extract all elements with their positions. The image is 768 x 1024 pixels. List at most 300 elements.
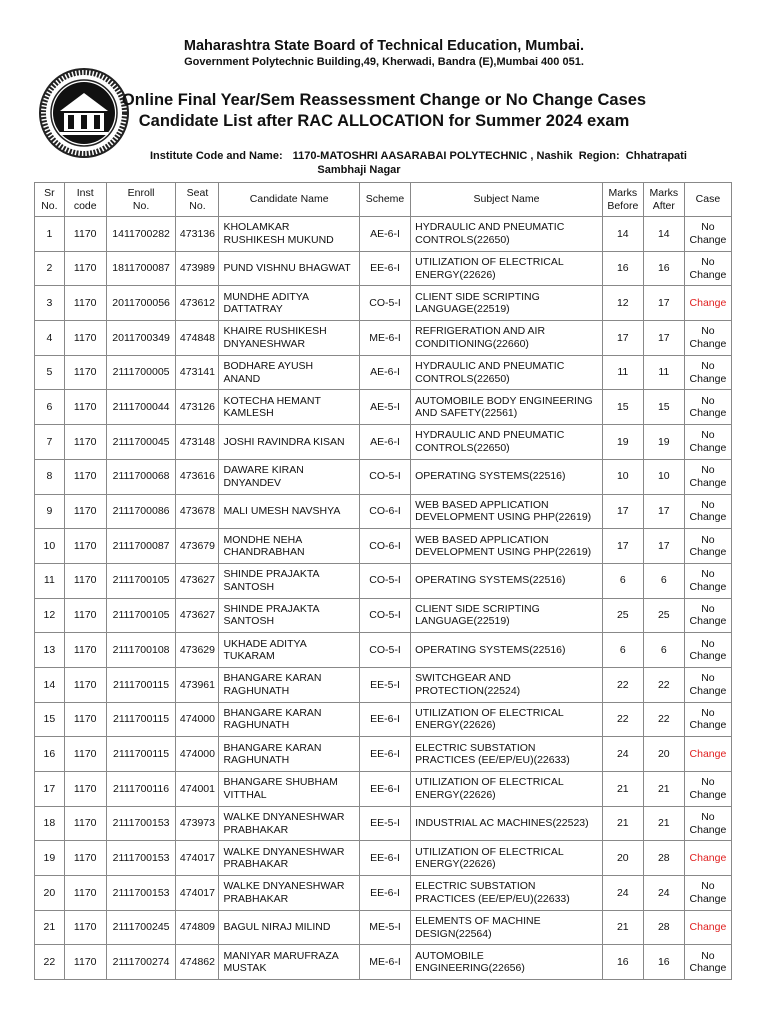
- subject-cell: [411, 321, 603, 356]
- inst-cell: 1170: [64, 425, 106, 460]
- seat-cell: 473973: [176, 806, 219, 841]
- cell-line: DEVELOPMENT USING PHP(22619): [415, 511, 592, 524]
- cell-line: Marks: [608, 187, 638, 199]
- subject-cell: [411, 633, 603, 668]
- cell-line: PROTECTION(22524): [415, 684, 521, 697]
- inst-cell: 1170: [64, 772, 106, 807]
- table-row: [35, 633, 732, 668]
- sr-cell: 10: [35, 529, 65, 564]
- cell-line: Change: [689, 892, 727, 905]
- enroll-cell: 2111700005: [106, 355, 176, 390]
- cell-line: CONDITIONING(22660): [415, 337, 529, 350]
- scheme-cell: ME-6-I: [359, 321, 410, 356]
- cell-line: Change: [689, 511, 727, 524]
- cell-line: CONTROLS(22650): [415, 233, 510, 246]
- before-cell: 20: [602, 841, 643, 876]
- before-cell: 6: [602, 563, 643, 598]
- before-cell: 21: [602, 910, 643, 945]
- inst-cell: 1170: [64, 563, 106, 598]
- col-name-header: [219, 183, 359, 217]
- cell-line: CLIENT SIDE SCRIPTING: [415, 602, 540, 615]
- cell-line: Change: [689, 580, 727, 593]
- subject-cell: [411, 251, 603, 286]
- table-row: [35, 737, 732, 772]
- inst-cell: 1170: [64, 841, 106, 876]
- table-row: [35, 910, 732, 945]
- scheme-cell: ME-5-I: [359, 910, 410, 945]
- cell-line: OPERATING SYSTEMS(22516): [415, 470, 566, 483]
- cell-line: WALKE DNYANESHWAR: [223, 880, 345, 893]
- cell-line: MALI UMESH NAVSHYA: [223, 505, 341, 518]
- name-cell: [219, 425, 359, 460]
- enroll-cell: 2111700087: [106, 529, 176, 564]
- candidate-table: [34, 182, 732, 980]
- case-cell: [684, 494, 731, 529]
- subject-cell: [411, 667, 603, 702]
- table-row: [35, 702, 732, 737]
- cell-line: UTILIZATION OF ELECTRICAL: [415, 845, 564, 858]
- sr-cell: 11: [35, 563, 65, 598]
- case-cell: [684, 702, 731, 737]
- cell-line: KAMLESH: [223, 407, 274, 420]
- seat-cell: 473616: [176, 459, 219, 494]
- table-row: [35, 321, 732, 356]
- name-cell: [219, 737, 359, 772]
- cell-line: ELEMENTS OF MACHINE: [415, 915, 541, 928]
- sr-cell: 6: [35, 390, 65, 425]
- cell-line: Change: [689, 851, 727, 864]
- cell-line: Seat: [186, 187, 209, 199]
- scheme-cell: AE-6-I: [359, 217, 410, 252]
- region-value-cont: Sambhaji Nagar: [317, 164, 401, 176]
- table-row: [35, 667, 732, 702]
- cell-line: ENERGY(22626): [415, 788, 496, 801]
- table-row: [35, 494, 732, 529]
- cell-line: ENGINEERING(22656): [415, 962, 525, 975]
- name-cell: [219, 945, 359, 980]
- cell-line: DNYANDEV: [223, 476, 282, 489]
- cell-line: WEB BASED APPLICATION: [415, 498, 549, 511]
- case-cell: [684, 355, 731, 390]
- after-cell: 22: [643, 667, 684, 702]
- cell-line: Enroll: [127, 187, 155, 199]
- subject-cell: [411, 702, 603, 737]
- col-before-header: [602, 183, 643, 217]
- after-cell: 22: [643, 702, 684, 737]
- name-cell: [219, 876, 359, 911]
- after-cell: 17: [643, 286, 684, 321]
- case-cell: [684, 217, 731, 252]
- subject-cell: [411, 390, 603, 425]
- enroll-cell: 2111700115: [106, 702, 176, 737]
- name-cell: [219, 321, 359, 356]
- seat-cell: 473629: [176, 633, 219, 668]
- sr-cell: 17: [35, 772, 65, 807]
- cell-line: Scheme: [365, 193, 405, 206]
- cell-line: SANTOSH: [223, 580, 275, 593]
- case-cell: [684, 321, 731, 356]
- table-row: [35, 390, 732, 425]
- col-enroll-header: [106, 183, 176, 217]
- cell-line: AUTOMOBILE BODY ENGINEERING: [415, 394, 593, 407]
- scheme-cell: ME-6-I: [359, 945, 410, 980]
- cell-line: No: [701, 464, 715, 477]
- cell-line: Change: [689, 747, 727, 760]
- enroll-cell: 2111700153: [106, 876, 176, 911]
- subject-cell: [411, 286, 603, 321]
- before-cell: 17: [602, 321, 643, 356]
- cell-line: No: [701, 429, 715, 442]
- seat-cell: 474862: [176, 945, 219, 980]
- cell-line: No.: [189, 199, 206, 212]
- cell-line: Change: [689, 615, 727, 628]
- table-row: [35, 286, 732, 321]
- cell-line: RAGHUNATH: [223, 719, 290, 732]
- cell-line: No: [701, 256, 715, 269]
- seat-cell: 474001: [176, 772, 219, 807]
- cell-line: No: [701, 568, 715, 581]
- before-cell: 21: [602, 772, 643, 807]
- sr-cell: 19: [35, 841, 65, 876]
- scheme-cell: EE-6-I: [359, 841, 410, 876]
- cell-line: SHINDE PRAJAKTA: [223, 602, 320, 615]
- region-label: Region:: [578, 150, 620, 162]
- case-cell: [684, 667, 731, 702]
- scheme-cell: EE-6-I: [359, 737, 410, 772]
- inst-cell: 1170: [64, 529, 106, 564]
- enroll-cell: 2011700349: [106, 321, 176, 356]
- case-cell: [684, 806, 731, 841]
- before-cell: 10: [602, 459, 643, 494]
- after-cell: 14: [643, 217, 684, 252]
- after-cell: 28: [643, 841, 684, 876]
- cell-line: Change: [689, 962, 727, 975]
- sr-cell: 3: [35, 286, 65, 321]
- cell-line: code: [73, 199, 97, 212]
- subject-cell: [411, 806, 603, 841]
- cell-line: PRABHAKAR: [223, 823, 289, 836]
- scheme-cell: EE-6-I: [359, 876, 410, 911]
- cell-line: No: [701, 221, 715, 234]
- cell-line: KOTECHA HEMANT: [223, 394, 321, 407]
- inst-cell: 1170: [64, 321, 106, 356]
- subject-cell: [411, 355, 603, 390]
- cell-line: CHANDRABHAN: [223, 546, 305, 559]
- inst-cell: 1170: [64, 355, 106, 390]
- before-cell: 25: [602, 598, 643, 633]
- scheme-cell: EE-6-I: [359, 702, 410, 737]
- cell-line: PUND VISHNU BHAGWAT: [223, 262, 351, 275]
- cell-line: No: [701, 949, 715, 962]
- cell-line: Change: [689, 684, 727, 697]
- enroll-cell: 2111700153: [106, 806, 176, 841]
- cell-line: CLIENT SIDE SCRIPTING: [415, 290, 540, 303]
- table-row: [35, 772, 732, 807]
- cell-line: SANTOSH: [223, 615, 275, 628]
- cell-line: Inst: [76, 187, 94, 199]
- scheme-cell: CO-5-I: [359, 563, 410, 598]
- case-cell: [684, 286, 731, 321]
- table-row: [35, 217, 732, 252]
- cell-line: ANAND: [223, 372, 261, 385]
- name-cell: [219, 390, 359, 425]
- enroll-cell: 2111700105: [106, 563, 176, 598]
- cell-line: RAGHUNATH: [223, 754, 290, 767]
- before-cell: 24: [602, 876, 643, 911]
- table-row: [35, 459, 732, 494]
- enroll-cell: 2111700108: [106, 633, 176, 668]
- cell-line: TUKARAM: [223, 650, 275, 663]
- cell-line: Change: [689, 650, 727, 663]
- seat-cell: 473126: [176, 390, 219, 425]
- cell-line: DAWARE KIRAN: [223, 464, 304, 477]
- board-address: Government Polytechnic Building,49, Kherwadi, Bandra (E),Mumbai 400 051.: [184, 56, 584, 68]
- cell-line: No: [701, 880, 715, 893]
- cell-line: KHOLAMKAR: [223, 221, 290, 234]
- before-cell: 22: [602, 702, 643, 737]
- case-cell: [684, 251, 731, 286]
- case-cell: [684, 390, 731, 425]
- cell-line: Change: [689, 788, 727, 801]
- cell-line: Change: [689, 372, 727, 385]
- cell-line: VITTHAL: [223, 788, 267, 801]
- scheme-cell: CO-5-I: [359, 633, 410, 668]
- inst-cell: 1170: [64, 598, 106, 633]
- subject-cell: [411, 425, 603, 460]
- cell-line: UTILIZATION OF ELECTRICAL: [415, 776, 564, 789]
- cell-line: MUNDHE ADITYA: [223, 290, 310, 303]
- enroll-cell: 2111700105: [106, 598, 176, 633]
- cell-line: Change: [689, 337, 727, 350]
- seat-cell: 474809: [176, 910, 219, 945]
- sr-cell: 2: [35, 251, 65, 286]
- cell-line: HYDRAULIC AND PNEUMATIC: [415, 360, 565, 373]
- subject-cell: [411, 494, 603, 529]
- sr-cell: 16: [35, 737, 65, 772]
- after-cell: 25: [643, 598, 684, 633]
- name-cell: [219, 806, 359, 841]
- seat-cell: 473148: [176, 425, 219, 460]
- cell-line: Change: [689, 407, 727, 420]
- sr-cell: 4: [35, 321, 65, 356]
- enroll-cell: 1411700282: [106, 217, 176, 252]
- cell-line: WALKE DNYANESHWAR: [223, 845, 345, 858]
- cell-line: No.: [132, 199, 150, 212]
- col-sr-header: [35, 183, 65, 217]
- cell-line: PRACTICES (EE/EP/EU)(22633): [415, 754, 570, 767]
- before-cell: 22: [602, 667, 643, 702]
- scheme-cell: CO-5-I: [359, 459, 410, 494]
- scheme-cell: CO-6-I: [359, 529, 410, 564]
- cell-line: Change: [689, 823, 727, 836]
- cell-line: SWITCHGEAR AND: [415, 672, 511, 685]
- before-cell: 17: [602, 529, 643, 564]
- subject-cell: [411, 529, 603, 564]
- cell-line: Marks: [649, 187, 679, 199]
- sr-cell: 15: [35, 702, 65, 737]
- seat-cell: 473989: [176, 251, 219, 286]
- name-cell: [219, 772, 359, 807]
- after-cell: 17: [643, 529, 684, 564]
- inst-cell: 1170: [64, 390, 106, 425]
- cell-line: After: [652, 199, 675, 212]
- before-cell: 16: [602, 251, 643, 286]
- cell-line: REFRIGERATION AND AIR: [415, 325, 546, 338]
- name-cell: [219, 702, 359, 737]
- cell-line: Change: [689, 233, 727, 246]
- inst-cell: 1170: [64, 286, 106, 321]
- seat-cell: 474848: [176, 321, 219, 356]
- after-cell: 17: [643, 494, 684, 529]
- cell-line: No: [701, 533, 715, 546]
- after-cell: 15: [643, 390, 684, 425]
- after-cell: 6: [643, 563, 684, 598]
- inst-cell: 1170: [64, 494, 106, 529]
- cell-line: CONTROLS(22650): [415, 441, 510, 454]
- seat-cell: 473627: [176, 563, 219, 598]
- inst-cell: 1170: [64, 633, 106, 668]
- seat-cell: 473141: [176, 355, 219, 390]
- table-row: [35, 355, 732, 390]
- col-seat-header: [176, 183, 219, 217]
- col-case-header: [684, 183, 731, 217]
- subject-cell: [411, 876, 603, 911]
- subject-cell: [411, 841, 603, 876]
- sr-cell: 22: [35, 945, 65, 980]
- case-cell: [684, 529, 731, 564]
- cell-line: UTILIZATION OF ELECTRICAL: [415, 706, 564, 719]
- name-cell: [219, 529, 359, 564]
- region-value: Chhatrapati: [625, 150, 687, 162]
- cell-line: LANGUAGE(22519): [415, 615, 510, 628]
- table-row: [35, 563, 732, 598]
- seat-cell: 474017: [176, 876, 219, 911]
- case-cell: [684, 772, 731, 807]
- after-cell: 11: [643, 355, 684, 390]
- cell-line: Change: [689, 921, 727, 934]
- seat-cell: 473136: [176, 217, 219, 252]
- enroll-cell: 2111700115: [106, 667, 176, 702]
- enroll-cell: 2111700086: [106, 494, 176, 529]
- cell-line: PRABHAKAR: [223, 858, 289, 871]
- after-cell: 20: [643, 737, 684, 772]
- cell-line: No: [701, 394, 715, 407]
- cell-line: MANIYAR MARUFRAZA: [223, 949, 339, 962]
- after-cell: 28: [643, 910, 684, 945]
- before-cell: 24: [602, 737, 643, 772]
- after-cell: 10: [643, 459, 684, 494]
- inst-cell: 1170: [64, 251, 106, 286]
- cell-line: Before: [607, 199, 639, 212]
- name-cell: [219, 841, 359, 876]
- enroll-cell: 2111700068: [106, 459, 176, 494]
- cell-line: PRACTICES (EE/EP/EU)(22633): [415, 892, 570, 905]
- case-cell: [684, 598, 731, 633]
- cell-line: HYDRAULIC AND PNEUMATIC: [415, 429, 565, 442]
- case-cell: [684, 633, 731, 668]
- scheme-cell: AE-6-I: [359, 425, 410, 460]
- before-cell: 21: [602, 806, 643, 841]
- cell-line: HYDRAULIC AND PNEUMATIC: [415, 221, 565, 234]
- cell-line: Subject Name: [473, 193, 540, 206]
- cell-line: DESIGN(22564): [415, 927, 492, 940]
- cell-line: LANGUAGE(22519): [415, 303, 510, 316]
- scheme-cell: CO-6-I: [359, 494, 410, 529]
- name-cell: [219, 217, 359, 252]
- case-cell: [684, 841, 731, 876]
- enroll-cell: 2111700044: [106, 390, 176, 425]
- scheme-cell: EE-5-I: [359, 667, 410, 702]
- col-subject-header: [411, 183, 603, 217]
- cell-line: No: [701, 637, 715, 650]
- after-cell: 16: [643, 945, 684, 980]
- sr-cell: 9: [35, 494, 65, 529]
- after-cell: 17: [643, 321, 684, 356]
- seat-cell: 473612: [176, 286, 219, 321]
- subject-cell: [411, 945, 603, 980]
- seat-cell: 473961: [176, 667, 219, 702]
- cell-line: RAGHUNATH: [223, 684, 290, 697]
- subject-cell: [411, 459, 603, 494]
- table-row: [35, 425, 732, 460]
- scheme-cell: CO-5-I: [359, 598, 410, 633]
- subject-cell: [411, 772, 603, 807]
- cell-line: RUSHIKESH MUKUND: [223, 233, 334, 246]
- name-cell: [219, 286, 359, 321]
- cell-line: BHANGARE KARAN: [223, 706, 322, 719]
- cell-line: DNYANESHWAR: [223, 337, 306, 350]
- cell-line: Sr: [44, 187, 55, 199]
- cell-line: WEB BASED APPLICATION: [415, 533, 549, 546]
- cell-line: Change: [689, 441, 727, 454]
- cell-line: Change: [689, 719, 727, 732]
- cell-line: Case: [695, 193, 721, 206]
- cell-line: KHAIRE RUSHIKESH: [223, 325, 327, 338]
- cell-line: Candidate Name: [249, 193, 329, 206]
- table-row: [35, 876, 732, 911]
- before-cell: 16: [602, 945, 643, 980]
- cell-line: Change: [689, 476, 727, 489]
- cell-line: ENERGY(22626): [415, 268, 496, 281]
- table-row: [35, 529, 732, 564]
- table-row: [35, 841, 732, 876]
- cell-line: CONTROLS(22650): [415, 372, 510, 385]
- cell-line: No: [701, 706, 715, 719]
- inst-cell: 1170: [64, 910, 106, 945]
- name-cell: [219, 633, 359, 668]
- cell-line: BHANGARE KARAN: [223, 672, 322, 685]
- case-cell: [684, 945, 731, 980]
- name-cell: [219, 459, 359, 494]
- institute-info: [150, 149, 760, 177]
- cell-line: No.: [41, 199, 58, 212]
- scheme-cell: EE-5-I: [359, 806, 410, 841]
- seat-cell: 473679: [176, 529, 219, 564]
- subject-cell: [411, 217, 603, 252]
- sr-cell: 8: [35, 459, 65, 494]
- sr-cell: 18: [35, 806, 65, 841]
- cell-line: BODHARE AYUSH: [223, 360, 314, 373]
- before-cell: 14: [602, 217, 643, 252]
- sr-cell: 20: [35, 876, 65, 911]
- scheme-cell: AE-6-I: [359, 355, 410, 390]
- before-cell: 19: [602, 425, 643, 460]
- cell-line: JOSHI RAVINDRA KISAN: [223, 435, 345, 448]
- scheme-cell: AE-5-I: [359, 390, 410, 425]
- sr-cell: 5: [35, 355, 65, 390]
- inst-cell: 1170: [64, 806, 106, 841]
- cell-line: Change: [689, 296, 727, 309]
